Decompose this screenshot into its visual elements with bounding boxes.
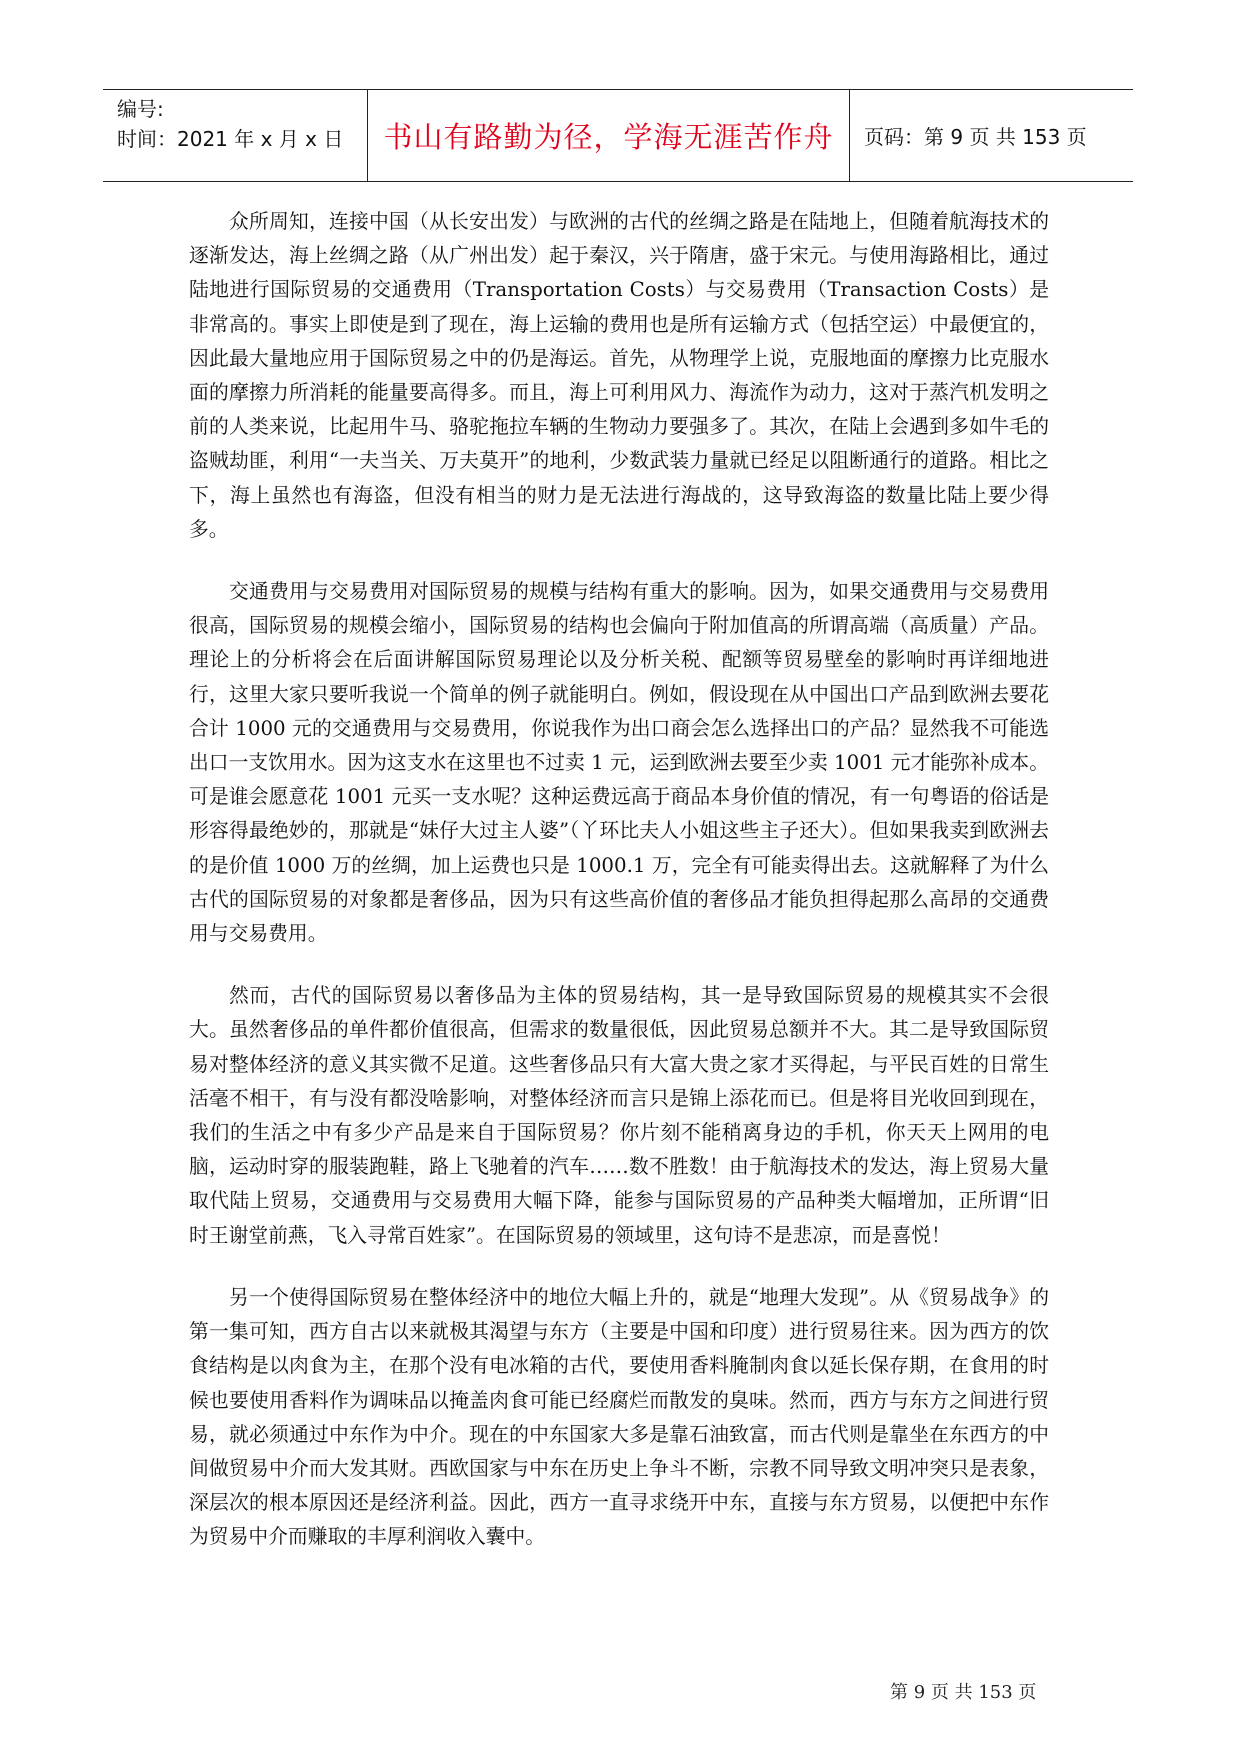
document-body xyxy=(189,205,1049,1583)
paragraph: 众所周知，连接中国（从长安出发）与欧洲的古代的丝绸之路是在陆地上，但随着航海技术的逐渐发达，海上丝绸之路（从广州出发）起于秦汉，兴于隋唐，盛于宋元。与使用海路相比，通过陆地进行国际贸易的交通费用（Transportation Costs）与交易费用（Transaction Costs）是非常高的。事实上即使是到了现在，海上运输的费用也是所有运输方式（包括空运）中最便宜的，因此最大量地应用于国际贸易之中的仍是海运。首先，从物理学上说，克服地面的摩擦力比克服水面的摩擦力所消耗的能量要高得多。而且，海上可利用风力、海流作为动力，这对于蒸汽机发明之前的人类来说，比起用牛马、骆驼拖拉车辆的生物动力要强多了。其次，在陆上会遇到多如牛毛的盗贼劫匪，利用“一夫当关、万夫莫开”的地利，少数武装力量就已经足以阻断通行的道路。相比之下，海上虽然也有海盗，但没有相当的财力是无法进行海战的，这导致海盗的数量比陆上要少得多。 xyxy=(189,210,1049,541)
document-number-label: 编号: xyxy=(117,97,164,121)
paragraph: 然而，古代的国际贸易以奢侈品为主体的贸易结构，其一是导致国际贸易的规模其实不会很大。虽然奢侈品的单件都价值很高，但需求的数量很低，因此贸易总额并不大。其二是导致国际贸易对整体经济的意义其实微不足道。这些奢侈品只有大富大贵之家才买得起，与平民百姓的日常生活毫不相干，有与没有都没啥影响，对整体经济而言只是锦上添花而已。但是将目光收回到现在，我们的生活之中有多少产品是来自于国际贸易？你片刻不能稍离身边的手机，你天天上网用的电脑，运动时穿的服装跑鞋，路上飞驰着的汽车……数不胜数！由于航海技术的发达，海上贸易大量取代陆上贸易，交通费用与交易费用大幅下降，能参与国际贸易的产品种类大幅增加，正所谓“旧时王谢堂前燕，飞入寻常百姓家”。在国际贸易的领域里，这句诗不是悲凉，而是喜悦！ xyxy=(189,984,1049,1247)
page-footer: 第 9 页 共 153 页 xyxy=(890,1682,1037,1703)
header-page-code: 页码：第 9 页 共 153 页 xyxy=(864,125,1087,149)
paragraph: 另一个使得国际贸易在整体经济中的地位大幅上升的，就是“地理大发现”。从《贸易战争》的第一集可知，西方自古以来就极其渴望与东方（主要是中国和印度）进行贸易往来。因为西方的饮食结构是以肉食为主，在那个没有电冰箱的古代，要使用香料腌制肉食以延长保存期，在食用的时候也要使用香料作为调味品以掩盖肉食可能已经腐烂而散发的臭味。然而，西方与东方之间进行贸易，就必须通过中东作为中介。现在的中东国家大多是靠石油致富，而古代则是靠坐在东西方的中间做贸易中介而大发其财。西欧国家与中东在历史上争斗不断，宗教不同导致文明冲突只是表象，深层次的根本原因还是经济利益。因此，西方一直寻求绕开中东，直接与东方贸易，以便把中东作为贸易中介而赚取的丰厚利润收入囊中。 xyxy=(189,1285,1049,1549)
header-meta-cell xyxy=(103,90,368,181)
header-motto: 书山有路勤为径，学海无涯苦作舟 xyxy=(368,90,850,181)
document-header xyxy=(103,89,1133,182)
document-time-label: 时间：2021 年 x 月 x 日 xyxy=(117,127,344,151)
paragraph: 交通费用与交易费用对国际贸易的规模与结构有重大的影响。因为，如果交通费用与交易费用很高，国际贸易的规模会缩小，国际贸易的结构也会偏向于附加值高的所谓高端（高质量）产品。理论上的分析将会在后面讲解国际贸易理论以及分析关税、配额等贸易壁垒的影响时再详细地进行，这里大家只要听我说一个简单的例子就能明白。例如，假设现在从中国出口产品到欧洲去要花合计 1000 元的交通费用与交易费用，你说我作为出口商会怎么选择出口的产品？显然我不可能选出口一支饮用水。因为这支水在这里也不过卖 1 元，运到欧洲去要至少卖 1001 元才能弥补成本。可是谁会愿意花 1001 元买一支水呢？这种运费远高于商品本身价值的情况，有一句粤语的俗话是形容得最绝妙的，那就是“妹仔大过主人婆”（丫环比夫人小姐这些主子还大）。但如果我卖到欧洲去的是价值 1000 万的丝绸，加上运费也只是 1000.1 万，完全有可能卖得出去。这就解释了为什么古代的国际贸易的对象都是奢侈品，因为只有这些高价值的奢侈品才能负担得起那么高昂的交通费用与交易费用。 xyxy=(189,580,1049,946)
